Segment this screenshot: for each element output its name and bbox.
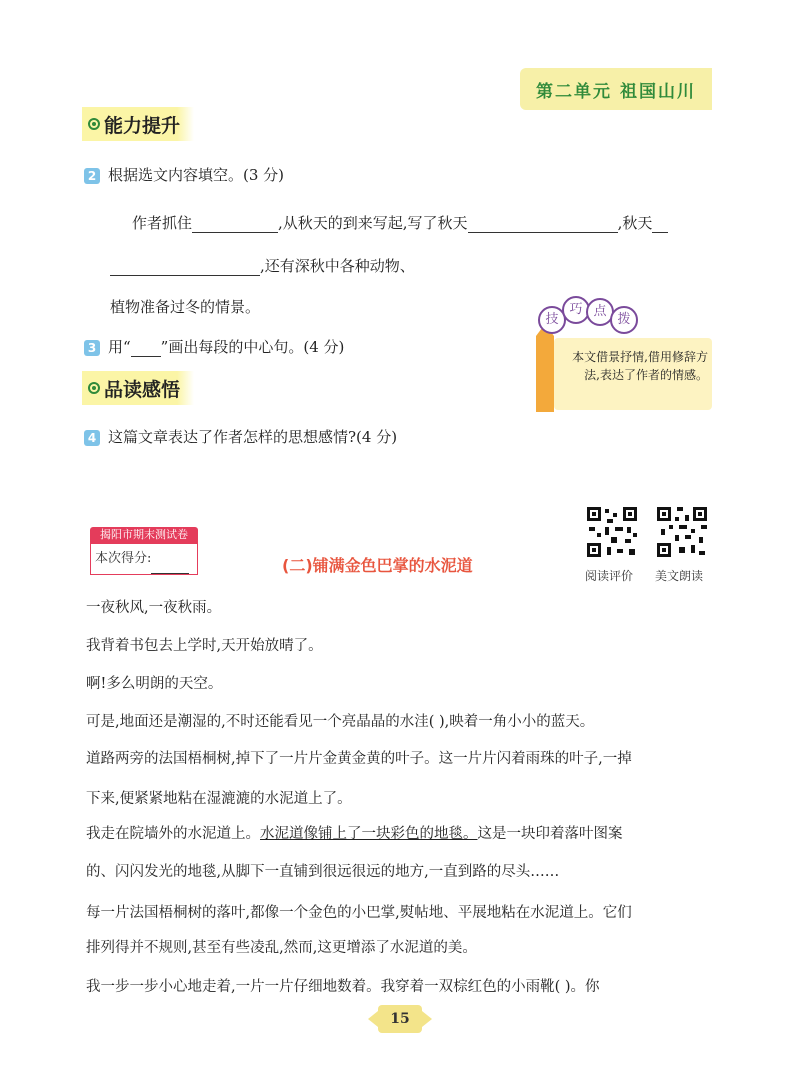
tip-bubble: 点: [586, 298, 614, 326]
passage-text: 我走在院墙外的水泥道上。: [86, 826, 260, 842]
page-number: 15: [378, 1005, 422, 1033]
qr-code-icon[interactable]: [655, 505, 709, 559]
fill-text: ,从秋天的到来写起,写了秋天: [278, 214, 468, 232]
underline-sample: [131, 342, 161, 357]
tip-text: 本文借景抒情,借用修辞方法,表达了作者的情感。: [572, 350, 708, 382]
unit-header-tab: 第二单元 祖国山川: [520, 68, 712, 110]
passage-line: 可是,地面还是潮湿的,不时还能看见一个亮晶晶的水洼( ),映着一角小小的蓝天。: [86, 714, 595, 730]
answer-blank[interactable]: [110, 261, 260, 276]
passage-line: 道路两旁的法国梧桐树,掉下了一片片金黄金黄的叶子。这一片片闪着雨珠的叶子,一掉: [86, 751, 632, 767]
passage-line: 啊!多么明朗的天空。: [86, 676, 223, 692]
question-number-badge: 4: [84, 430, 100, 446]
section-bullet-icon: [88, 382, 100, 394]
passage-line: 排列得并不规则,甚至有些凌乱,然而,这更增添了水泥道的美。: [86, 940, 477, 956]
exam-score-badge: [90, 527, 198, 575]
fill-text: 作者抓住: [132, 214, 193, 232]
q2-fill-line-3: 植物准备过冬的情景。: [110, 298, 261, 316]
section-bullet-icon: [88, 118, 100, 130]
passage-title: (二)铺满金色巴掌的水泥道: [282, 556, 473, 575]
passage-line: 的、闪闪发光的地毯,从脚下一直铺到很远很远的地方,一直到路的尽头……: [86, 864, 560, 880]
question-prompt: 根据选文内容填空。(3 分): [108, 166, 285, 184]
score-label: 本次得分:: [95, 551, 152, 566]
passage-line: [86, 824, 623, 844]
passage-line: 我背着书包去上学时,天开始放晴了。: [86, 638, 323, 654]
score-blank[interactable]: [151, 561, 189, 574]
tip-bubble: 技: [538, 306, 566, 334]
question-2: [84, 164, 284, 185]
section-title-text: 能力提升: [104, 114, 181, 137]
underlined-central-sentence: 水泥道像铺上了一块彩色的地毯。: [260, 826, 478, 842]
q2-fill-line-2: [110, 255, 415, 276]
qr-label: 阅读评价: [585, 569, 634, 583]
qr-label: 美文朗读: [655, 569, 704, 583]
q2-fill-line-1: [132, 212, 722, 233]
badge-title: 揭阳市期末测试卷: [90, 527, 198, 543]
question-prompt: 这篇文章表达了作者怎样的思想感情?(4 分): [108, 428, 398, 446]
section-title-appreciation: [82, 371, 194, 405]
question-4: [84, 426, 397, 447]
passage-line: 每一片法国梧桐树的落叶,都像一个金色的小巴掌,熨帖地、平展地粘在水泥道上。它们: [86, 905, 632, 921]
passage-line: 一夜秋风,一夜秋雨。: [86, 600, 222, 616]
qr-code-icon[interactable]: [585, 505, 639, 559]
pencil-icon: [536, 336, 554, 412]
tip-bubble: 拨: [610, 306, 638, 334]
tip-box: [536, 296, 712, 412]
section-title-text: 品读感悟: [104, 378, 181, 401]
question-number-badge: 3: [84, 340, 100, 356]
question-3: [84, 336, 344, 357]
score-field[interactable]: [90, 543, 198, 575]
fill-text: ,还有深秋中各种动物、: [260, 257, 415, 275]
tip-bubble: 巧: [562, 296, 590, 324]
passage-line: 我一步一步小心地走着,一片一片仔细地数着。我穿着一双棕红色的小雨靴( )。你: [86, 979, 600, 995]
answer-blank[interactable]: [192, 218, 278, 233]
question-prompt: 用“: [108, 338, 131, 356]
answer-blank[interactable]: [468, 218, 618, 233]
passage-line: 下来,便紧紧地粘在湿漉漉的水泥道上了。: [86, 791, 352, 807]
answer-blank[interactable]: [652, 218, 668, 233]
question-prompt: ”画出每段的中心句。(4 分): [160, 338, 345, 356]
question-number-badge: 2: [84, 168, 100, 184]
fill-text: ,秋天: [617, 214, 653, 232]
section-title-ability: [82, 107, 194, 141]
passage-text: 这是一块印着落叶图案: [477, 826, 623, 842]
